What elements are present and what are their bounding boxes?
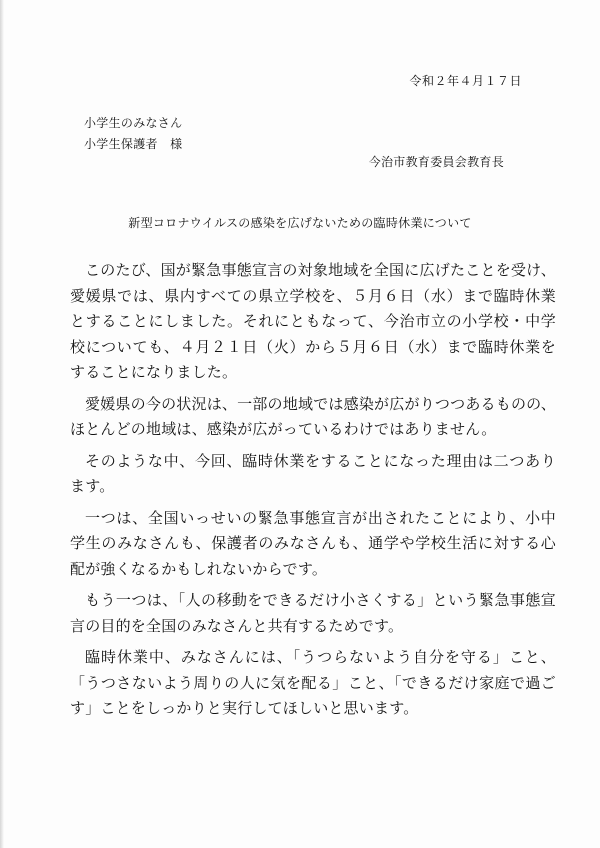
document-body: [70, 258, 556, 728]
body-paragraph-1: このたび、国が緊急事態宣言の対象地域を全国に広げたことを受け、愛媛県では、県内すべての県立学校を、５月６日（水）まで臨時休業とすることにしました。それにともなって、今治市立の小学校・中学校についても、４月２１日（火）から５月６日（水）まで臨時休業をすることになりました。: [70, 261, 556, 381]
addressee-guardians: 小学生保護者 様: [84, 137, 183, 151]
body-paragraph-6: 臨時休業中、みなさんには、「うつらないよう自分を守る」こと、「うつさないよう周りの人に気を配る」こと、「できるだけ家庭で過ごす」ことをしっかりと実行してほしいと思います。: [70, 648, 556, 717]
body-paragraph-2: 愛媛県の今の状況は、一部の地域では感染が広がりつつあるものの、ほとんどの地域は、感染が広がっているわけではありません。: [70, 394, 556, 438]
document-title: 新型コロナウイルスの感染を広げないための臨時休業について: [128, 216, 472, 230]
document-date: 令和２年４月１７日: [409, 74, 522, 88]
addressee-students: 小学生のみなさん: [84, 116, 183, 130]
scan-edge-shadow: [0, 0, 4, 848]
body-paragraph-4: 一つは、全国いっせいの緊急事態宣言が出されたことにより、小中学生のみなさんも、保護者のみなさんも、通学や学校生活に対する心配が強くなるかもしれないからです。: [70, 508, 556, 578]
body-paragraph-5: もう一つは、「人の移動をできるだけ小さくする」という緊急事態宣言の目的を全国のみなさんと共有するためです。: [70, 591, 556, 635]
sender-name: 今治市教育委員会教育長: [368, 155, 504, 169]
body-paragraph-3: そのような中、今回、臨時休業をすることになった理由は二つあります。: [70, 451, 556, 495]
